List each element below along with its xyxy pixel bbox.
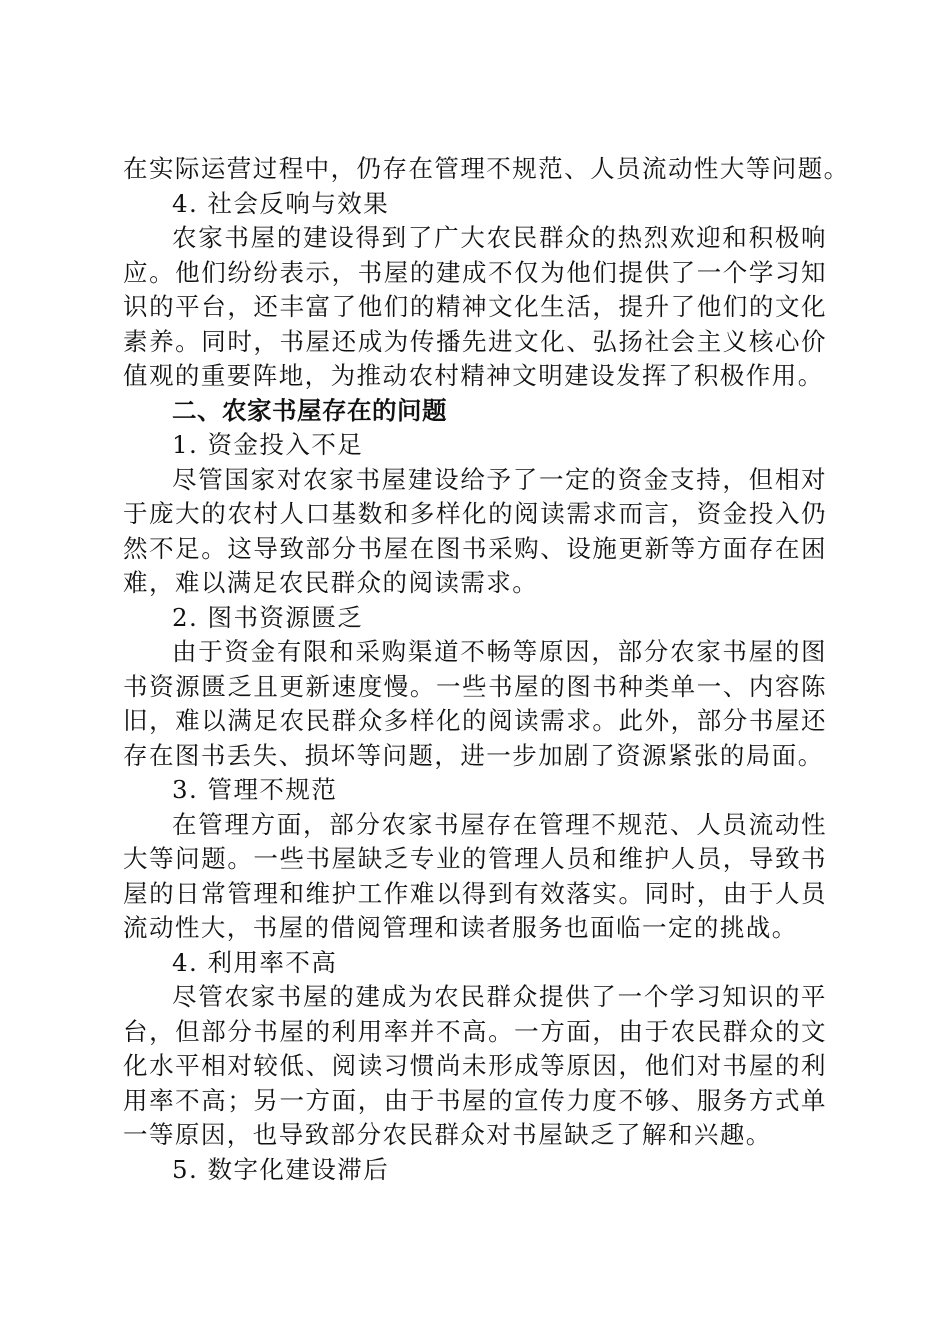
paragraph-line: 素养。同时，书屋还成为传播先进文化、弘扬社会主义核心价 [123, 326, 827, 356]
paragraph-line: 一等原因，也导致部分农民群众对书屋缺乏了解和兴趣。 [123, 1120, 772, 1149]
subsection-heading: 5. 数字化建设滞后 [172, 1154, 390, 1184]
subsection-heading: 4. 利用率不高 [172, 947, 338, 977]
paragraph-line: 尽管国家对农家书屋建设给予了一定的资金支持，但相对 [172, 464, 827, 494]
paragraph-line: 书资源匮乏且更新速度慢。一些书屋的图书种类单一、内容陈 [123, 671, 827, 701]
subsection-heading: 4. 社会反响与效果 [172, 188, 390, 218]
paragraph-line: 农家书屋的建设得到了广大农民群众的热烈欢迎和积极响 [172, 223, 827, 252]
paragraph-line: 大等问题。一些书屋缺乏专业的管理人员和维护人员，导致书 [123, 844, 827, 873]
document-page [123, 152, 850, 1187]
paragraph-line: 应。他们纷纷表示，书屋的建成不仅为他们提供了一个学习知 [123, 257, 827, 287]
paragraph-line: 台，但部分书屋的利用率并不高。一方面，由于农民群众的文 [123, 1016, 827, 1046]
paragraph-line: 旧，难以满足农民群众多样化的阅读需求。此外，部分书屋还 [123, 706, 827, 735]
paragraph-line: 难，难以满足农民群众的阅读需求。 [123, 568, 539, 597]
paragraph-line: 值观的重要阵地，为推动农村精神文明建设发挥了积极作用。 [123, 361, 824, 390]
subsection-heading: 2. 图书资源匮乏 [172, 602, 364, 632]
paragraph-line: 然不足。这导致部分书屋在图书采购、设施更新等方面存在困 [123, 533, 827, 563]
paragraph-line: 在实际运营过程中，仍存在管理不规范、人员流动性大等问题。 [123, 154, 850, 183]
paragraph-line: 于庞大的农村人口基数和多样化的阅读需求而言，资金投入仍 [123, 499, 827, 528]
paragraph-line: 化水平相对较低、阅读习惯尚未形成等原因，他们对书屋的利 [123, 1051, 827, 1080]
paragraph-line: 识的平台，还丰富了他们的精神文化生活，提升了他们的文化 [123, 292, 827, 321]
paragraph-line: 用率不高；另一方面，由于书屋的宣传力度不够、服务方式单 [123, 1085, 827, 1115]
paragraph-line: 存在图书丢失、损坏等问题，进一步加剧了资源紧张的局面。 [123, 740, 824, 770]
paragraph-line: 流动性大，书屋的借阅管理和读者服务也面临一定的挑战。 [123, 913, 798, 942]
subsection-heading: 1. 资金投入不足 [172, 430, 364, 459]
section-heading: 二、农家书屋存在的问题 [172, 395, 447, 425]
paragraph-line: 屋的日常管理和维护工作难以得到有效落实。同时，由于人员 [123, 878, 827, 908]
paragraph-line: 在管理方面，部分农家书屋存在管理不规范、人员流动性 [172, 809, 827, 839]
paragraph-line: 尽管农家书屋的建成为农民群众提供了一个学习知识的平 [172, 982, 827, 1011]
paragraph-line: 由于资金有限和采购渠道不畅等原因，部分农家书屋的图 [172, 637, 827, 666]
subsection-heading: 3. 管理不规范 [172, 775, 338, 804]
